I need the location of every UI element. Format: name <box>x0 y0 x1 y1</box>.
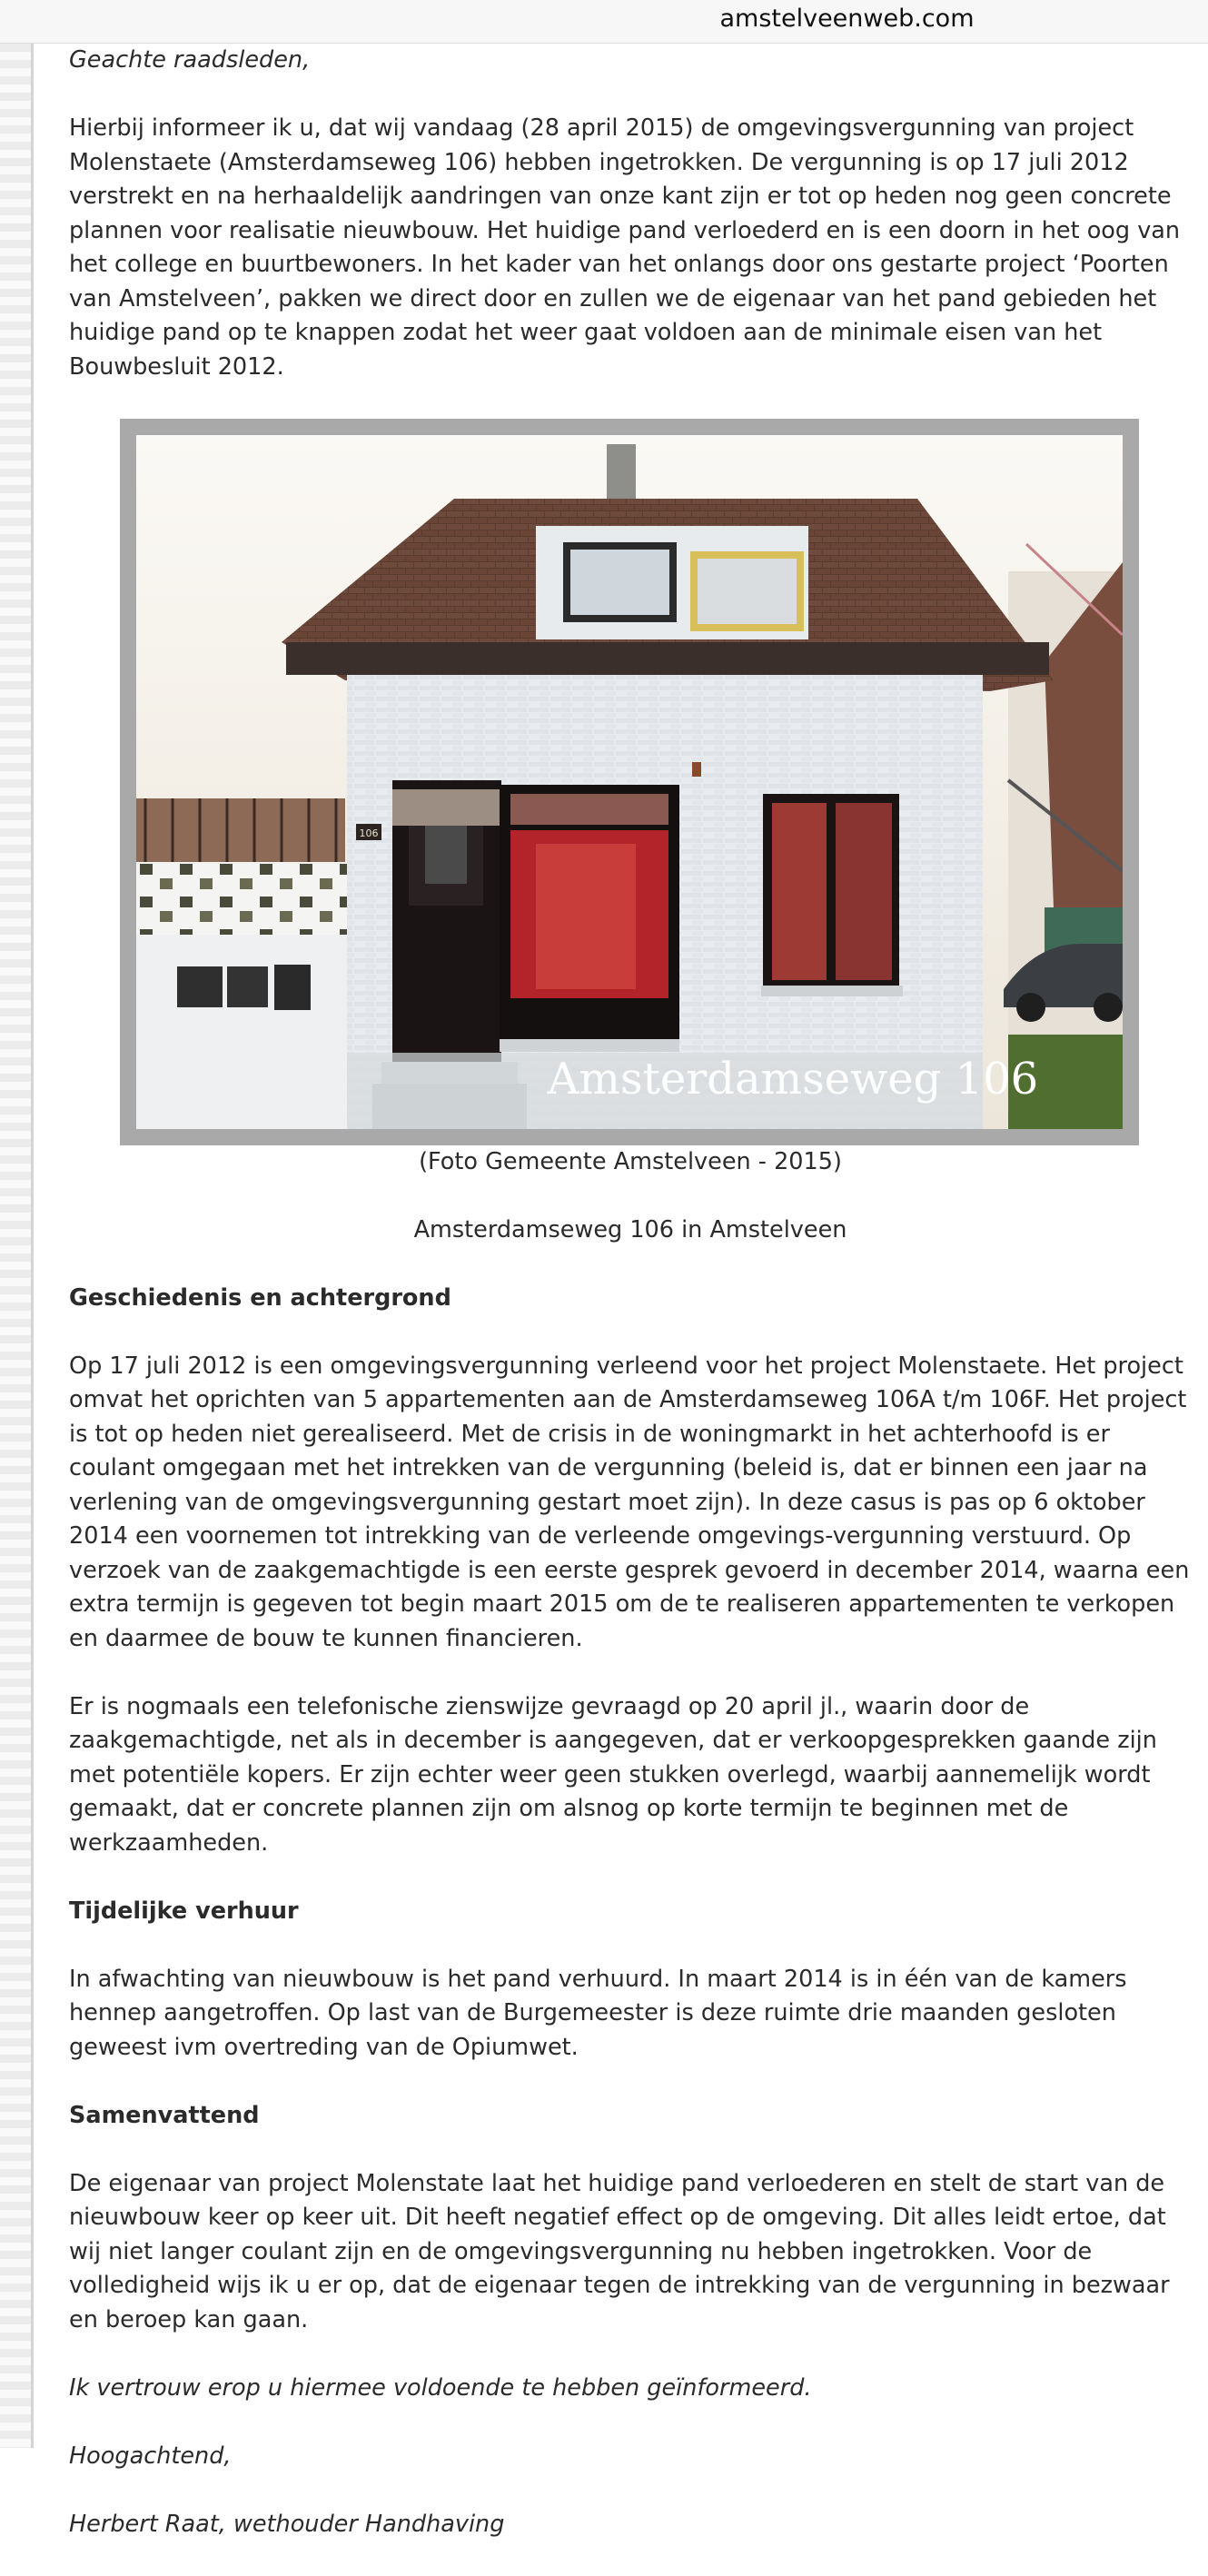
house-photo <box>136 435 1123 1129</box>
rental-paragraph: In afwachting van nieuwbouw is het pand verhuurd. In maart 2014 is in één van de kamers hennep aangetroffen. Op last van de Burgemeester is deze ruimte drie maanden gesloten geweest ivm overtreding van de Opiumwet. <box>69 1965 1127 2061</box>
section-heading-rental: Tijdelijke verhuur <box>69 1897 299 1925</box>
section-heading-history: Geschiedenis en achtergrond <box>69 1283 451 1312</box>
history-paragraph-1: Op 17 juli 2012 is een omgevingsvergunning verleend voor het project Molenstaete. Het project omvat het oprichten van 5 appartementen aan de Amsterdamseweg 106A t/m 106F. Het project is tot op heden niet gerealiseerd. Met de crisis in de woningmarkt in het achterhoofd is er coulant omgegaan met het intrekken van de vergunning (beleid is, dat er binnen een jaar na verlening van de omgevingsvergunning gestart moet zijn). In deze casus is pas op 6 oktober 2014 een voornemen tot intrekking van de verleende omgevings-vergunning verstuurd. Op verzoek van de zaakgemachtigde is een eerste gesprek gevoerd in december 2014, waarna een extra termijn is gegeven tot begin maart 2015 om de te realiseren appartementen te verkopen en daarmee de bouw te kunnen financieren. <box>69 1352 1190 1652</box>
section-heading-summary: Samenvattend <box>69 2101 260 2129</box>
closing-line: Ik vertrouw erop u hiermee voldoende te hebben geïnformeerd. <box>69 2373 812 2402</box>
photo-overlay-text: Amsterdamseweg 106 <box>547 1053 1039 1105</box>
summary-paragraph: De eigenaar van project Molenstate laat het huidige pand verloederen en stelt de start van de nieuwbouw keer op keer uit. Dit heeft negatief effect op de omgeving. Dit alles leidt ertoe, dat wij niet langer coulant zijn en de omgevingsvergunning nu hebben ingetrokken. Voor de volledigheid wijs ik u er op, dat de eigenaar tegen de intrekking van de vergunning in bezwaar en beroep kan gaan. <box>69 2169 1170 2333</box>
browser-url-bar[interactable] <box>0 0 1208 44</box>
photo-frame <box>120 419 1139 1145</box>
photo-caption: (Foto Gemeente Amstelveen - 2015) <box>419 1147 842 1175</box>
salutation: Geachte raadsleden, <box>69 46 311 74</box>
history-paragraph-2: Er is nogmaals een telefonische zienswijze gevraagd op 20 april jl., waarin door de zaakgemachtigde, net als in december is aangegeven, dat er verkoopgesprekken gaande zijn met potentiële kopers. Er zijn echter weer geen stukken overlegd, waarbij aannemelijk wordt gemaakt, dat er concrete plannen zijn om alsnog op korte termijn te beginnen met de werkzaamheden. <box>69 1692 1157 1857</box>
house-number: 106 <box>359 827 379 839</box>
photo-subcaption: Amsterdamseweg 106 in Amstelveen <box>413 1215 847 1243</box>
intro-paragraph: Hierbij informeer ik u, dat wij vandaag (28 april 2015) de omgevingsvergunning van project Molenstaete (Amsterdamseweg 106) hebben ingetrokken. De vergunning is op 17 juli 2012 verstrekt en na herhaaldelijk aandringen van onze kant zijn er tot op heden nog geen concrete plannen voor realisatie nieuwbouw. Het huidige pand verloederd en is een doorn in het oog van het college en buurtbewoners. In het kader van het onlangs door ons gestarte project ‘Poorten van Amstelveen’, pakken we direct door en zullen we de eigenaar van het pand gebieden het huidige pand op te knappen zodat het weer gaat voldoen aan de minimale eisen van het Bouwbesluit 2012. <box>69 114 1181 381</box>
page-left-margin <box>0 44 31 2448</box>
page-left-border <box>31 44 34 2448</box>
url-text[interactable]: amstelveenweb.com <box>719 5 975 33</box>
regards: Hoogachtend, <box>69 2442 232 2470</box>
letter-content <box>69 44 1192 2576</box>
signature: Herbert Raat, wethouder Handhaving <box>69 2510 505 2538</box>
